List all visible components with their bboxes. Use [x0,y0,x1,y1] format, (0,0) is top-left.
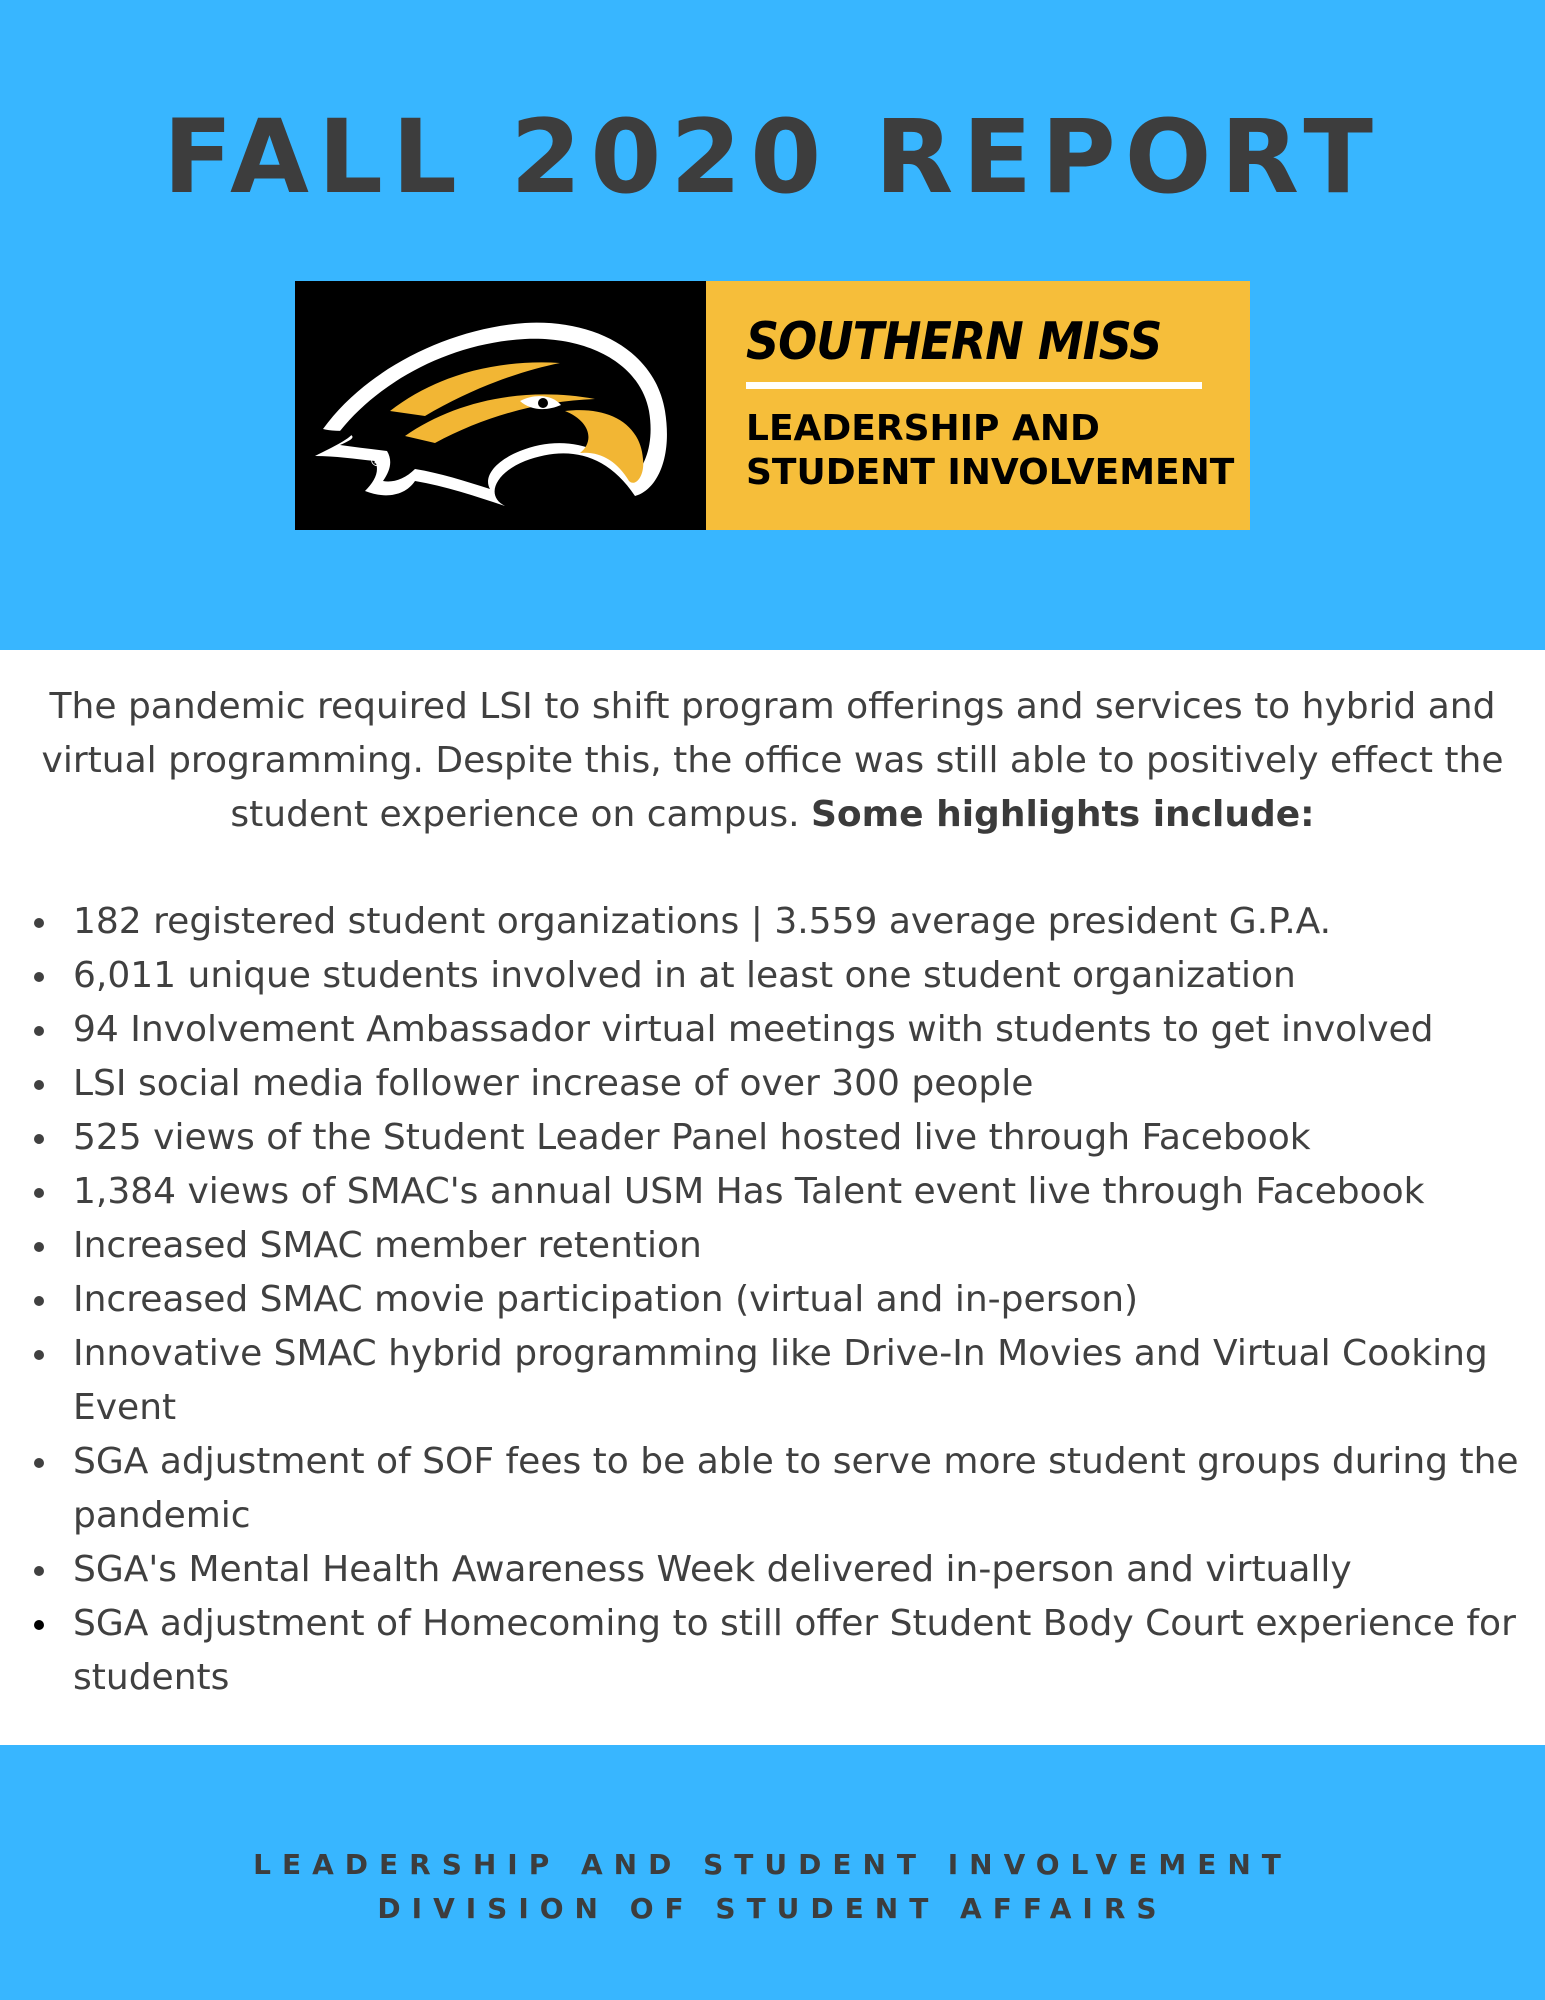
registered-mark: ® [369,451,385,470]
highlight-item: Increased SMAC movie participation (virtual and in-person) [25,1273,1530,1327]
highlight-item: 94 Involvement Ambassador virtual meetings with students to get involved [25,1003,1530,1057]
footer-band [0,1745,1545,2000]
highlight-item: 6,011 unique students involved in at least one student organization [25,949,1530,1003]
logo-text-panel [706,281,1250,530]
logo-department-name [746,407,1234,495]
highlight-item: 1,384 views of SMAC's annual USM Has Talent event live through Facebook [25,1165,1530,1219]
intro-paragraph [25,680,1520,842]
highlight-item: SGA's Mental Health Awareness Week delivered in-person and virtually [25,1543,1530,1597]
report-title: FALL 2020 REPORT [162,98,1383,217]
highlight-item: SGA adjustment of SOF fees to be able to serve more student groups during the pandemic [25,1435,1530,1543]
highlight-item: Innovative SMAC hybrid programming like Drive-In Movies and Virtual Cooking Event [25,1327,1530,1435]
logo-line-1: LEADERSHIP AND [746,408,1100,449]
highlight-item: SGA adjustment of Homecoming to still offer Student Body Court experience for students [25,1597,1530,1705]
southern-miss-lsi-logo [295,281,1250,530]
intro-text: The pandemic required LSI to shift program offerings and services to hybrid and virtual programming. Despite this, the office was still able to positively effect the student experience on campus. [41,686,1504,835]
highlight-item: 182 registered student organizations | 3.559 average president G.P.A. [25,895,1530,949]
footer-division: DIVISION OF STUDENT AFFAIRS [377,1892,1168,1925]
highlight-item: Increased SMAC member retention [25,1219,1530,1273]
logo-line-2: STUDENT INVOLVEMENT [746,452,1235,493]
eagle-logo-panel [295,281,706,530]
logo-divider [746,382,1202,389]
header-band [0,0,1545,650]
highlight-item: 525 views of the Student Leader Panel hosted live through Facebook [25,1111,1530,1165]
footer-department: LEADERSHIP AND STUDENT INVOLVEMENT [253,1848,1292,1881]
highlight-item: LSI social media follower increase of over 300 people [25,1057,1530,1111]
golden-eagle-icon [295,281,706,530]
intro-bold-text: Some highlights include: [810,794,1315,835]
logo-wordmark: SOUTHERN MISS [746,311,1162,372]
highlights-list [25,895,1530,1705]
